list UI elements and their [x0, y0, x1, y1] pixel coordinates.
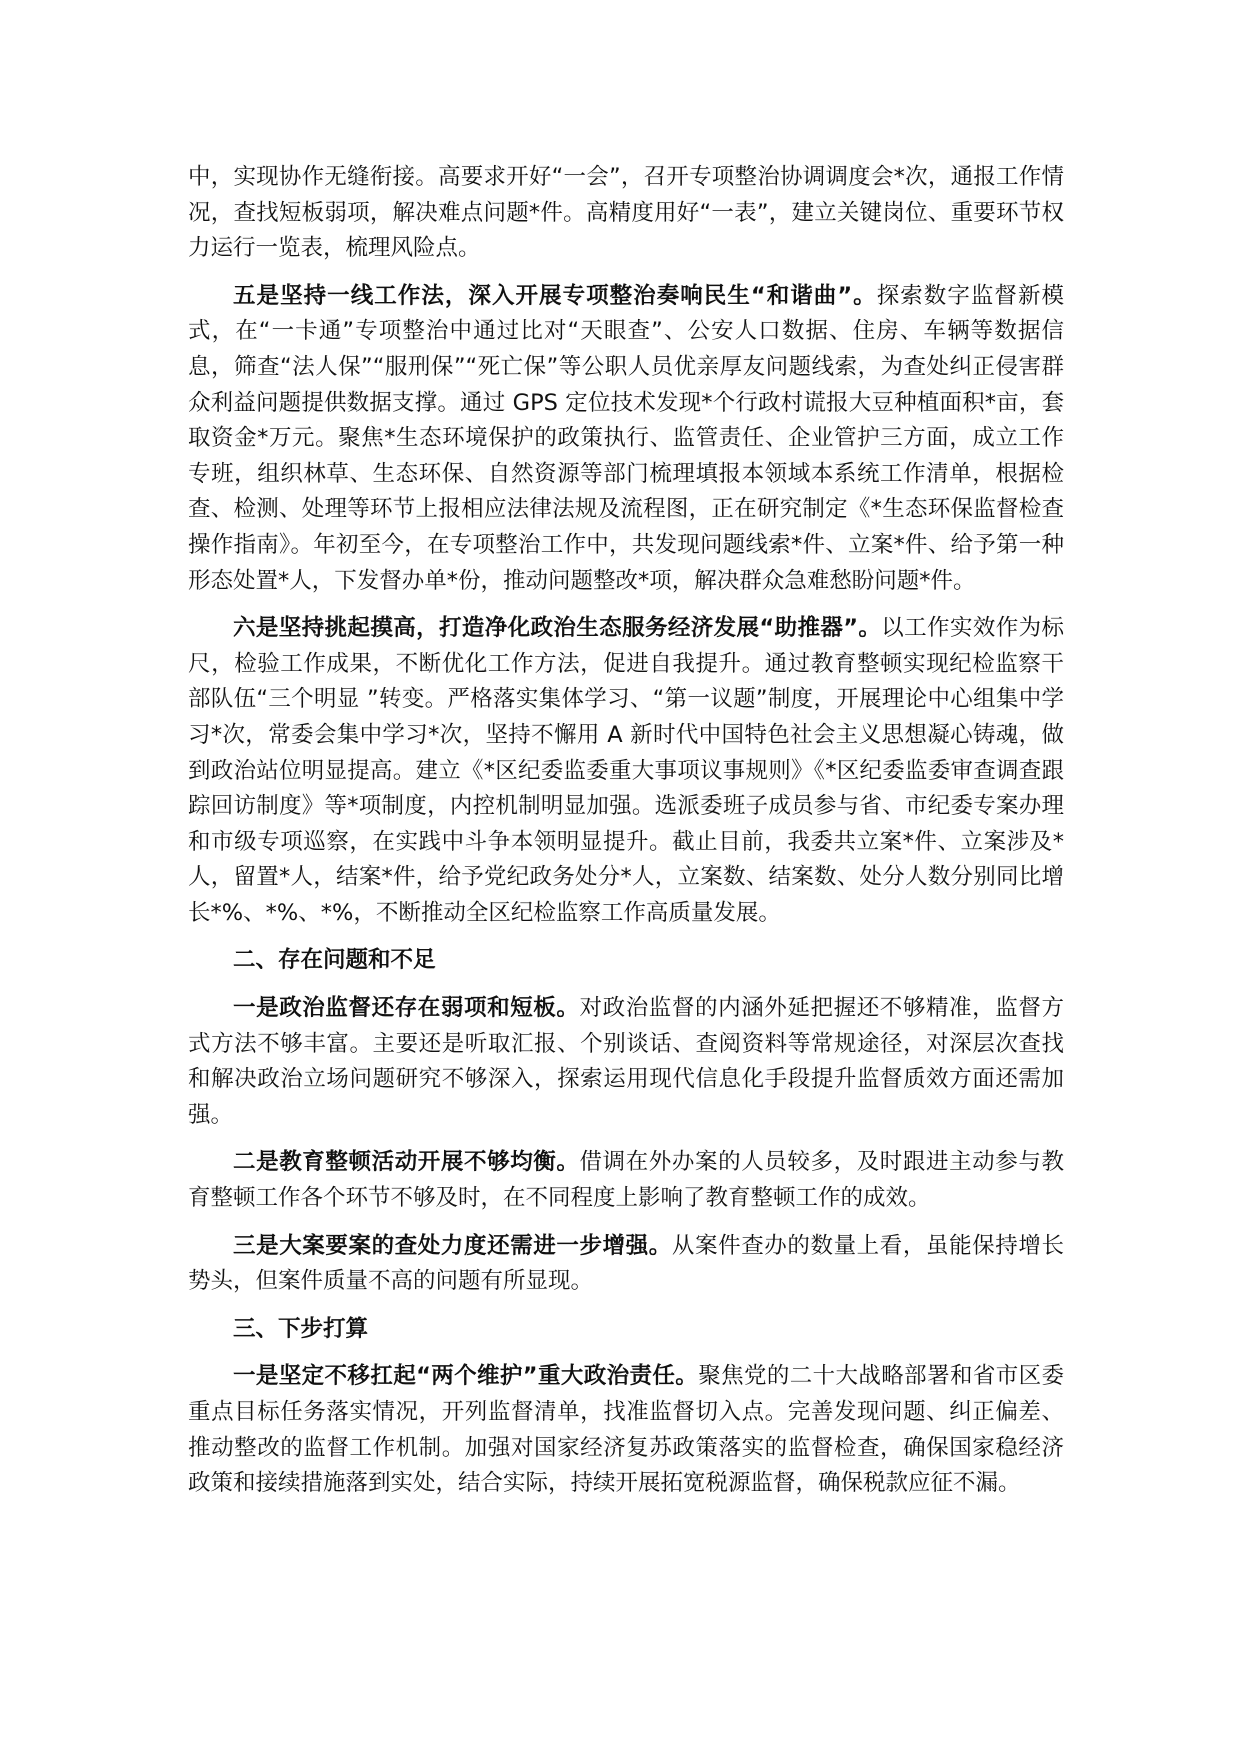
problem-item — [188, 991, 1064, 1133]
paragraph-lead: 一是政治监督还存在弱项和短板。 — [233, 995, 580, 1022]
paragraph-lead: 六是坚持挑起摸高，打造净化政治生态服务经济发展“助推器”。 — [233, 615, 882, 642]
paragraph-lead: 五是坚持一线工作法，深入开展专项整治奏响民生“和谐曲”。 — [233, 282, 877, 309]
paragraph-text: 借调在外办案的人员较多，及时跟进主动参与教育整顿工作各个环节不够及时，在不同程度上影响了教育整顿工作的成效。 — [188, 1149, 1064, 1212]
plan-item — [188, 1359, 1064, 1501]
problem-item — [188, 1229, 1064, 1300]
document-page — [188, 160, 1064, 1514]
paragraph-item-six — [188, 611, 1064, 931]
problem-item — [188, 1145, 1064, 1216]
paragraph-text: 聚焦党的二十大战略部署和省市区委重点目标任务落实情况，开列监督清单，找准监督切入点。完善发现问题、纠正偏差、推动整改的监督工作机制。加强对国家经济复苏政策落实的监督检查，确保国家稳经济政策和接续措施落到实处，结合实际，持续开展拓宽税源监督，确保税款应征不漏。 — [188, 1363, 1064, 1497]
paragraph-text: 对政治监督的内涵外延把握还不够精准，监督方式方法不够丰富。主要还是听取汇报、个别谈话、查阅资料等常规途径，对深层次查找和解决政治立场问题研究不够深入，探索运用现代信息化手段提升监督质效方面还需加强。 — [188, 995, 1064, 1128]
paragraph-lead: 二是教育整顿活动开展不够均衡。 — [233, 1149, 580, 1176]
paragraph-text: 从案件查办的数量上看，虽能保持增长势头，但案件质量不高的问题有所显现。 — [188, 1232, 1064, 1295]
paragraph-item-five — [188, 279, 1064, 599]
section-heading-next-steps: 三、下步打算 — [233, 1315, 369, 1342]
paragraph-text: 中，实现协作无缝衔接。高要求开好“一会”，召开专项整治协调调度会*次，通报工作情况，查找短板弱项，解决难点问题*件。高精度用好“一表”，建立关键岗位、重要环节权力运行一览表，梳理风险点。 — [188, 164, 1064, 262]
paragraph-continuation — [188, 160, 1064, 267]
section-heading-problems: 二、存在问题和不足 — [233, 947, 436, 974]
paragraph-lead: 三是大案要案的查处力度还需进一步增强。 — [233, 1232, 672, 1259]
paragraph-lead: 一是坚定不移扛起“两个维护”重大政治责任。 — [233, 1363, 699, 1390]
paragraph-text: 探索数字监督新模式，在“一卡通”专项整治中通过比对“天眼查”、公安人口数据、住房、车辆等数据信息，筛查“法人保”“服刑保”“死亡保”等公职人员优亲厚友问题线索，为查处纠正侵害群众利益问题提供数据支撑。通过 GPS 定位技术发现*个行政村谎报大豆种植面积*亩，套取资金*万元。聚焦*生态环境保护的政策执行、监管责任、企业管护三方面，成立工作专班，组织林草、生态环保、自然资源等部门梳理填报本领域本系统工作清单，根据检查、检测、处理等环节上报相应法律法规及流程图，正在研究制定《*生态环保监督检查操作指南》。年初至今，在专项整治工作中，共发现问题线索*件、立案*件、给予第一种形态处置*人，下发督办单*份，推动问题整改*项，解决群众急难愁盼问题*件。 — [188, 282, 1064, 594]
paragraph-text: 以工作实效作为标尺，检验工作成果，不断优化工作方法，促进自我提升。通过教育整顿实现纪检监察干部队伍“三个明显 ”转变。严格落实集体学习、“第一议题”制度，开展理论中心组集中学习*次，常委会集中学习*次，坚持不懈用 A 新时代中国特色社会主义思想凝心铸魂，做到政治站位明显提高。建立《*区纪委监委重大事项议事规则》《*区纪委监委审查调查跟踪回访制度》等*项制度，内控机制明显加强。选派委班子成员参与省、市纪委专案办理和市级专项巡察，在实践中斗争本领明显提升。截止目前，我委共立案*件、立案涉及*人，留置*人，结案*件，给予党纪政务处分*人，立案数、结案数、处分人数分别同比增长*%、*%、*%，不断推动全区纪检监察工作高质量发展。 — [188, 615, 1064, 926]
